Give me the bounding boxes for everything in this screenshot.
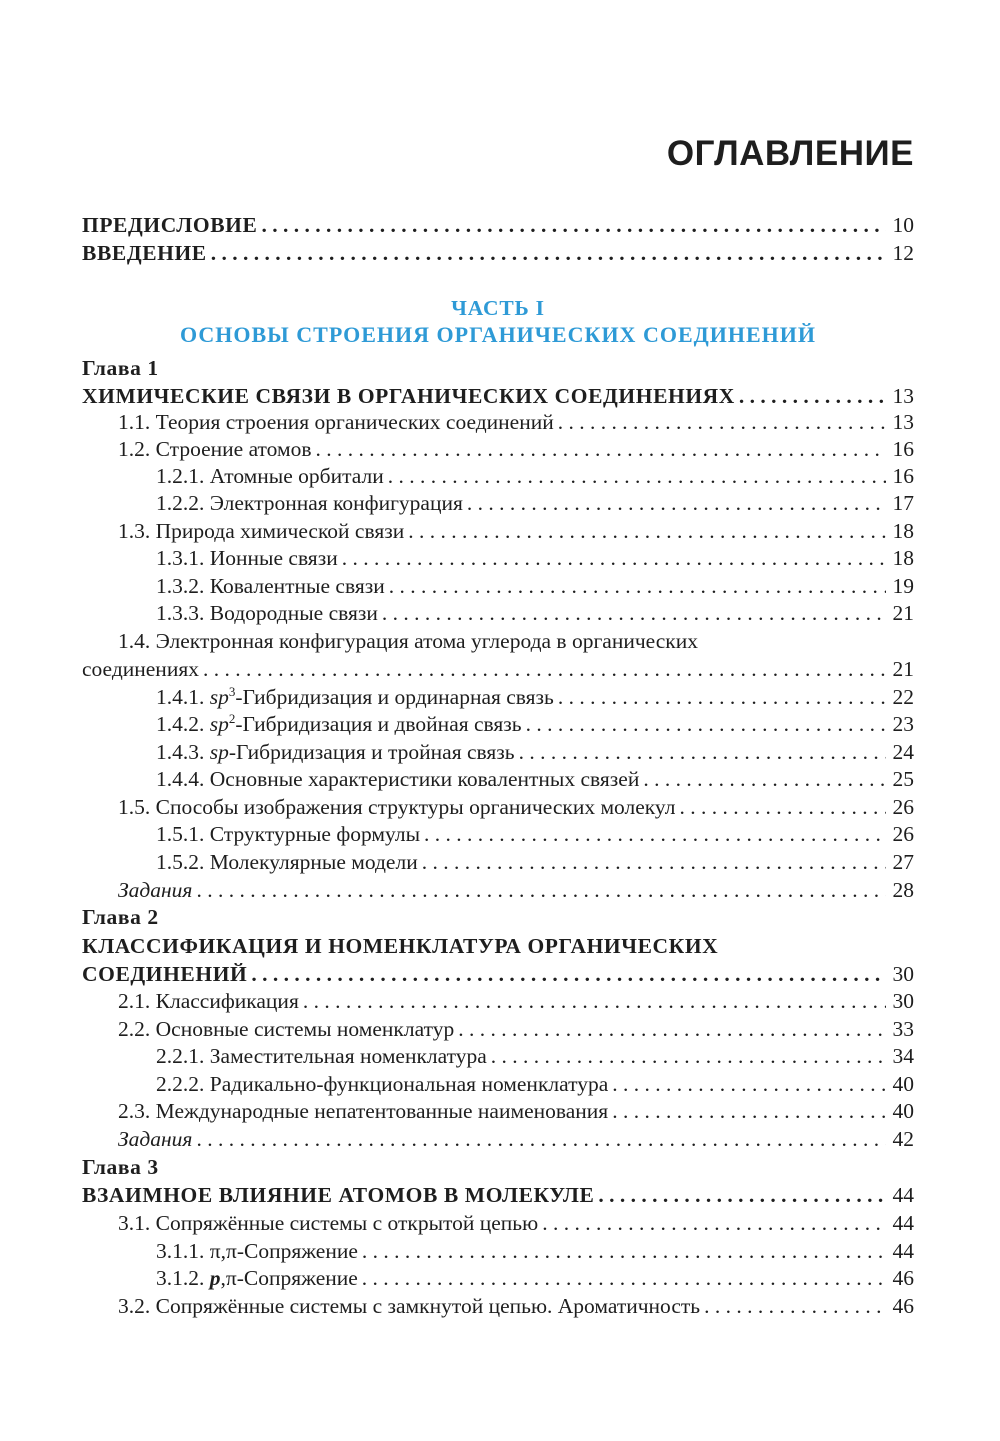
toc-entry-exercises[interactable] (82, 876, 914, 904)
toc-entry-label: 3.2. Сопряжённые системы с замкнутой цепью. Ароматичность (118, 1294, 701, 1318)
toc-page-number: 16 (892, 437, 914, 461)
toc-entry[interactable] (82, 848, 914, 876)
toc-page-number: 42 (892, 1127, 914, 1151)
toc-page-number: 19 (892, 574, 914, 598)
toc-entry-introduction[interactable] (82, 239, 914, 267)
toc-page-number: 13 (892, 384, 914, 408)
chapter-title-line1[interactable]: КЛАССИФИКАЦИЯ И НОМЕНКЛАТУРА ОРГАНИЧЕСКИХ (82, 934, 719, 958)
toc-entry-label: 1.3.1. Ионные связи (156, 546, 338, 570)
toc-page-number: 21 (892, 601, 914, 625)
toc-entry-label: 1.2.2. Электронная конфигурация (156, 491, 463, 515)
leader-dots (424, 820, 886, 848)
leader-dots (519, 738, 886, 766)
toc-entry[interactable] (82, 517, 914, 545)
chapter-label: Глава 1 (82, 356, 159, 380)
leader-dots (467, 489, 886, 517)
leader-dots (558, 408, 886, 436)
toc-entry[interactable] (82, 462, 914, 490)
leader-dots (251, 960, 886, 988)
toc-entry-label: СОЕДИНЕНИЙ (82, 962, 248, 986)
toc-page-number: 13 (892, 410, 914, 434)
toc-entry[interactable] (82, 408, 914, 436)
leader-dots (382, 599, 886, 627)
entry-number: 1.4.3. (156, 740, 210, 764)
formula-sp: sp (209, 685, 229, 709)
toc-page-number: 46 (892, 1294, 914, 1318)
leader-dots (196, 876, 886, 904)
leader-dots (542, 1209, 886, 1237)
toc-entry-label: 1.5. Способы изображения структуры органических молекул (118, 795, 676, 819)
entry-number: 1.4.2. (156, 712, 210, 736)
toc-entry-label: 1.3. Природа химической связи (118, 519, 405, 543)
toc-entry[interactable] (82, 1237, 914, 1265)
toc-entry-label (156, 738, 515, 766)
toc-page-number: 12 (892, 241, 914, 265)
toc-page-number: 22 (892, 685, 914, 709)
leader-dots (491, 1042, 886, 1070)
chapter-label: Глава 2 (82, 905, 159, 929)
toc-entry[interactable] (82, 793, 914, 821)
toc-entry-label (156, 1264, 358, 1292)
toc-page-number: 24 (892, 740, 914, 764)
toc-entry[interactable] (82, 1070, 914, 1098)
toc-entry-label: 1.2.1. Атомные орбитали (156, 464, 384, 488)
leader-dots (598, 1181, 886, 1209)
toc-entry-label: 2.2.1. Заместительная номенклатура (156, 1044, 487, 1068)
leader-dots (558, 683, 886, 711)
toc-entry-exercises[interactable] (82, 1125, 914, 1153)
toc-page-number: 16 (892, 464, 914, 488)
toc-entry[interactable] (82, 435, 914, 463)
part-name: ОСНОВЫ СТРОЕНИЯ ОРГАНИЧЕСКИХ СОЕДИНЕНИЙ (179, 322, 816, 347)
toc-entry-label: ПРЕДИСЛОВИЕ (82, 213, 258, 237)
toc-page-number: 10 (892, 213, 914, 237)
leader-dots (612, 1070, 886, 1098)
toc-page-number: 44 (892, 1211, 914, 1235)
superscript: 3 (228, 684, 236, 699)
toc-entry-label: 2.3. Международные непатентованные наименования (118, 1099, 609, 1123)
toc-page-number: 26 (892, 822, 914, 846)
toc-entry[interactable] (82, 1292, 914, 1320)
toc-page-number: 28 (892, 878, 914, 902)
toc-entry-chapter-1[interactable] (82, 382, 914, 410)
toc-entry-label: 2.1. Классификация (118, 989, 299, 1013)
toc-page-number: 40 (892, 1072, 914, 1096)
toc-entry-label: 1.5.2. Молекулярные модели (156, 850, 418, 874)
toc-entry-label: Задания (118, 878, 193, 902)
leader-dots (408, 517, 886, 545)
toc-entry[interactable] (82, 599, 914, 627)
part-number: ЧАСТЬ I (451, 296, 545, 320)
toc-page-number: 17 (892, 491, 914, 515)
leader-dots (203, 655, 886, 683)
toc-entry-label: 1.4.4. Основные характеристики ковалентных связей (156, 767, 640, 791)
toc-entry[interactable] (82, 683, 914, 711)
toc-page-number: 18 (892, 546, 914, 570)
toc-entry-chapter-3[interactable] (82, 1181, 914, 1209)
toc-entry-label: ВВЕДЕНИЕ (82, 241, 207, 265)
toc-entry[interactable] (82, 1264, 914, 1292)
entry-text: -Гибридизация и двойная связь (235, 712, 522, 736)
formula-sp: sp (209, 712, 229, 736)
leader-dots (316, 435, 886, 463)
toc-page-number: 23 (892, 712, 914, 736)
entry-text: -Гибридизация и ординарная связь (235, 685, 554, 709)
leader-dots (526, 710, 886, 738)
toc-entry[interactable] (82, 1209, 914, 1237)
toc-entry[interactable] (82, 655, 914, 683)
leader-dots (261, 211, 886, 239)
toc-entry-preface[interactable] (82, 211, 914, 239)
toc-page-number: 21 (892, 657, 914, 681)
leader-dots (679, 793, 886, 821)
toc-page-number: 46 (892, 1266, 914, 1290)
toc-entry-label: 1.3.3. Водородные связи (156, 601, 378, 625)
leader-dots (704, 1292, 886, 1320)
toc-entry-label: 3.1. Сопряжённые системы с открытой цепью (118, 1211, 539, 1235)
leader-dots (458, 1015, 886, 1043)
toc-page-number: 44 (892, 1183, 914, 1207)
toc-entry-label (156, 683, 554, 711)
toc-page-number: 18 (892, 519, 914, 543)
toc-page-number: 34 (892, 1044, 914, 1068)
chapter-label: Глава 3 (82, 1155, 159, 1179)
toc-entry-label: Задания (118, 1127, 193, 1151)
toc-entry-label: 3.1.1. π,π-Сопряжение (156, 1239, 358, 1263)
leader-dots (612, 1097, 886, 1125)
toc-entry[interactable] (82, 1015, 914, 1043)
leader-dots (389, 572, 886, 600)
toc-entry-label: 2.2.2. Радикально-функциональная номенклатура (156, 1072, 609, 1096)
toc-entry[interactable] (82, 1097, 914, 1125)
toc-entry-label-line1[interactable]: 1.4. Электронная конфигурация атома углерода в органических (118, 629, 698, 653)
formula-p: p (209, 1266, 221, 1290)
toc-page-number: 44 (892, 1239, 914, 1263)
toc-page-number: 26 (892, 795, 914, 819)
leader-dots (643, 765, 886, 793)
leader-dots (303, 987, 886, 1015)
leader-dots (211, 239, 886, 267)
leader-dots (342, 544, 886, 572)
entry-number: 1.4.1. (156, 685, 210, 709)
toc-entry-label: 1.1. Теория строения органических соединений (118, 410, 554, 434)
leader-dots (362, 1237, 886, 1265)
toc-entry-chapter-2[interactable] (82, 960, 914, 988)
toc-entry-label: 1.2. Строение атомов (118, 437, 312, 461)
toc-entry-label: ВЗАИМНОЕ ВЛИЯНИЕ АТОМОВ В МОЛЕКУЛЕ (82, 1183, 595, 1207)
entry-text: ,π-Сопряжение (220, 1266, 358, 1290)
leader-dots (196, 1125, 886, 1153)
toc-page-number: 27 (892, 850, 914, 874)
toc-page-number: 30 (892, 989, 914, 1013)
toc-entry[interactable] (82, 820, 914, 848)
toc-entry-label: соединениях (82, 657, 199, 681)
toc-page-number: 33 (892, 1017, 914, 1041)
toc-entry[interactable] (82, 765, 914, 793)
toc-entry-label: ХИМИЧЕСКИЕ СВЯЗИ В ОРГАНИЧЕСКИХ СОЕДИНЕНИЯХ (82, 384, 735, 408)
leader-dots (362, 1264, 886, 1292)
toc-entry[interactable] (82, 572, 914, 600)
toc-page-number: 25 (892, 767, 914, 791)
toc-entry[interactable] (82, 544, 914, 572)
entry-number: 3.1.2. (156, 1266, 210, 1290)
superscript: 2 (228, 711, 236, 726)
toc-entry[interactable] (82, 1042, 914, 1070)
toc-entry-label: 1.5.1. Структурные формулы (156, 822, 421, 846)
toc-entry[interactable] (82, 710, 914, 738)
toc-entry[interactable] (82, 987, 914, 1015)
toc-page-number: 30 (892, 962, 914, 986)
leader-dots (388, 462, 886, 490)
toc-entry[interactable] (82, 738, 914, 766)
entry-text: -Гибридизация и тройная связь (228, 740, 515, 764)
toc-page-number: 40 (892, 1099, 914, 1123)
toc-entry-label: 2.2. Основные системы номенклатур (118, 1017, 455, 1041)
formula-sp: sp (209, 740, 229, 764)
toc-entry-label: 1.3.2. Ковалентные связи (156, 574, 385, 598)
toc-entry[interactable] (82, 489, 914, 517)
toc-entry-label (156, 710, 522, 738)
leader-dots (422, 848, 886, 876)
leader-dots (739, 382, 886, 410)
page-title: ОГЛАВЛЕНИЕ (666, 134, 914, 173)
